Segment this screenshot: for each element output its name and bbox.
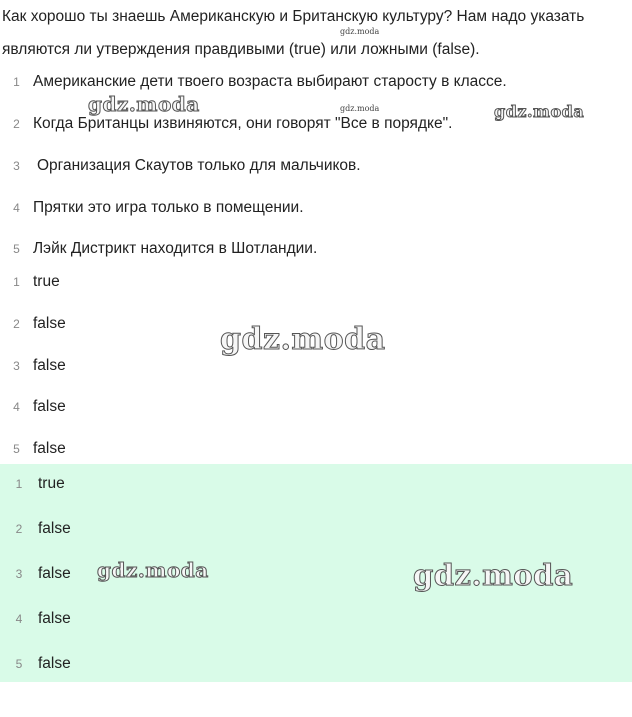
answer-item xyxy=(0,315,66,333)
watermark: gdz.moda xyxy=(413,558,574,592)
highlighted-answer-item xyxy=(0,475,65,493)
watermark: gdz.moda xyxy=(97,558,209,582)
highlighted-answer-number: 3 xyxy=(15,567,23,581)
question-text: Американские дети твоего возраста выбирают старосту в классе. xyxy=(33,73,507,90)
question-item xyxy=(0,199,304,217)
highlighted-answer-text: false xyxy=(38,520,71,537)
answer-text: false xyxy=(33,398,66,415)
answer-number: 1 xyxy=(13,275,20,289)
answer-item xyxy=(0,273,60,291)
question-item xyxy=(0,115,452,133)
question-item xyxy=(0,73,507,91)
question-item xyxy=(0,157,361,175)
watermark: gdz.moda xyxy=(494,102,585,121)
answer-item xyxy=(0,440,66,458)
answer-item xyxy=(0,398,66,416)
intro-text: Как хорошо ты знаешь Американскую и Британскую культуру? Нам надо указать являются ли утверждения правдивыми (true) или ложными (false). xyxy=(2,8,585,58)
highlighted-answer-text: false xyxy=(38,565,71,582)
answer-item xyxy=(0,357,66,375)
answer-number: 3 xyxy=(13,359,20,373)
answer-text: false xyxy=(33,315,66,332)
watermark: gdz.moda xyxy=(88,92,200,116)
answer-number: 5 xyxy=(13,442,20,456)
question-item xyxy=(0,240,317,258)
highlighted-answer-number: 2 xyxy=(15,522,23,536)
question-text: Организация Скаутов только для мальчиков. xyxy=(37,157,361,174)
highlighted-answer-item xyxy=(0,610,71,628)
question-number: 1 xyxy=(13,75,20,89)
question-text: Когда Британцы извиняются, они говорят "Все в порядке". xyxy=(33,115,453,132)
highlighted-answer-text: true xyxy=(38,475,65,492)
highlighted-answer-item xyxy=(0,565,71,583)
watermark: gdz.moda xyxy=(340,104,380,113)
highlighted-answer-number: 4 xyxy=(15,612,23,626)
highlighted-answer-text: false xyxy=(38,655,71,672)
answer-text: true xyxy=(33,273,60,290)
answer-number: 2 xyxy=(13,317,20,331)
question-text: Прятки это игра только в помещении. xyxy=(33,199,304,216)
question-number: 3 xyxy=(13,159,20,173)
highlighted-answer-item xyxy=(0,520,71,538)
highlighted-answer-text: false xyxy=(38,610,71,627)
watermark: gdz.moda xyxy=(340,27,380,36)
question-number: 5 xyxy=(13,242,20,256)
highlighted-answer-number: 1 xyxy=(15,477,23,491)
question-number: 2 xyxy=(13,117,20,131)
watermark: gdz.moda xyxy=(220,322,386,357)
answer-text: false xyxy=(33,357,66,374)
answer-number: 4 xyxy=(13,400,20,414)
highlighted-answer-number: 5 xyxy=(15,657,23,671)
question-text: Лэйк Дистрикт находится в Шотландии. xyxy=(33,240,318,257)
question-number: 4 xyxy=(13,201,20,215)
highlighted-answer-item xyxy=(0,655,71,673)
answer-text: false xyxy=(33,440,66,457)
